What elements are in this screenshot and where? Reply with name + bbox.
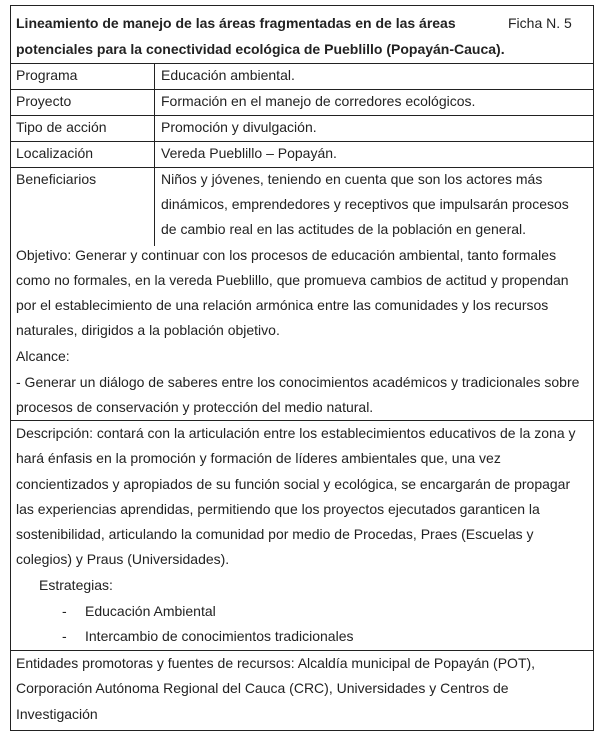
label-proyecto: Proyecto (16, 93, 72, 109)
value-localizacion: Vereda Pueblillo – Popayán. (161, 145, 337, 161)
ficha-table (10, 5, 594, 731)
descripcion-line: sostenibilidad, articulando la comunidad por medio de Procedas, Praes (Escuelas y (16, 526, 534, 542)
estrategias-label: Estrategias: (39, 577, 113, 593)
bullet-dash: - (62, 628, 67, 644)
descripcion-line: Descripción: contará con la articulación entre los establecimientos educativos de la zona y (16, 425, 576, 441)
objetivo-line: naturales, dirigidos a la población objetivo. (16, 322, 280, 338)
ficha-title-line-2: potenciales para la conectividad ecológica de Pueblillo (Popayán-Cauca). (16, 41, 505, 57)
ficha-title-line-1: Lineamiento de manejo de las áreas fragmentadas en de las áreas (16, 15, 456, 31)
objetivo-line: por el establecimiento de una relación armónica entre las comunidades y los recursos (16, 297, 549, 313)
estrategia-item: Intercambio de conocimientos tradicionales (85, 628, 354, 644)
objetivo-line: como no formales, en la vereda Pueblillo, que promueva cambios de actitud y propendan (16, 272, 569, 288)
value-programa: Educación ambiental. (161, 67, 295, 83)
value-beneficiarios-line: dinámicos, emprendedores y receptivos que impulsarán procesos (161, 196, 569, 212)
descripcion-line: hará énfasis en la promoción y formación de líderes ambientales que, una vez (16, 450, 501, 466)
value-beneficiarios-line: Niños y jóvenes, teniendo en cuenta que son los actores más (161, 171, 543, 187)
estrategia-item: Educación Ambiental (85, 603, 216, 619)
label-programa: Programa (16, 67, 78, 83)
value-beneficiarios-line: de cambio real en las actitudes de la población en general. (161, 221, 527, 237)
value-tipo-accion: Promoción y divulgación. (161, 119, 317, 135)
entidades-line: Investigación (16, 706, 98, 722)
descripcion-line: las experiencias aprendidas, permitiendo que los proyectos ejecutados garanticen la (16, 501, 540, 517)
alcance-label: Alcance: (16, 348, 70, 364)
column-divider (154, 63, 155, 246)
objetivo-line: Objetivo: Generar y continuar con los procesos de educación ambiental, tanto formales (16, 247, 557, 263)
bullet-dash: - (62, 603, 67, 619)
alcance-line: procesos de conservación y protección del medio natural. (16, 399, 374, 415)
descripcion-line: concientizados y apropiados de su función social y ecológica, se encargarán de propagar (16, 476, 571, 492)
label-localizacion: Localización (16, 145, 94, 161)
entidades-line: Entidades promotoras y fuentes de recursos: Alcaldía municipal de Popayán (POT), (16, 655, 536, 671)
alcance-line: - Generar un diálogo de saberes entre los conocimientos académicos y tradicionales sobre (16, 374, 580, 390)
entidades-line: Corporación Autónoma Regional del Cauca (CRC), Universidades y Centros de (16, 680, 509, 696)
row-divider (11, 63, 593, 64)
label-beneficiarios: Beneficiarios (16, 171, 97, 187)
value-proyecto: Formación en el manejo de corredores ecológicos. (161, 93, 476, 109)
descripcion-line: colegios) y Praus (Universidades). (16, 551, 230, 567)
label-tipo-accion: Tipo de acción (16, 119, 107, 135)
ficha-number: Ficha N. 5 (508, 15, 572, 31)
